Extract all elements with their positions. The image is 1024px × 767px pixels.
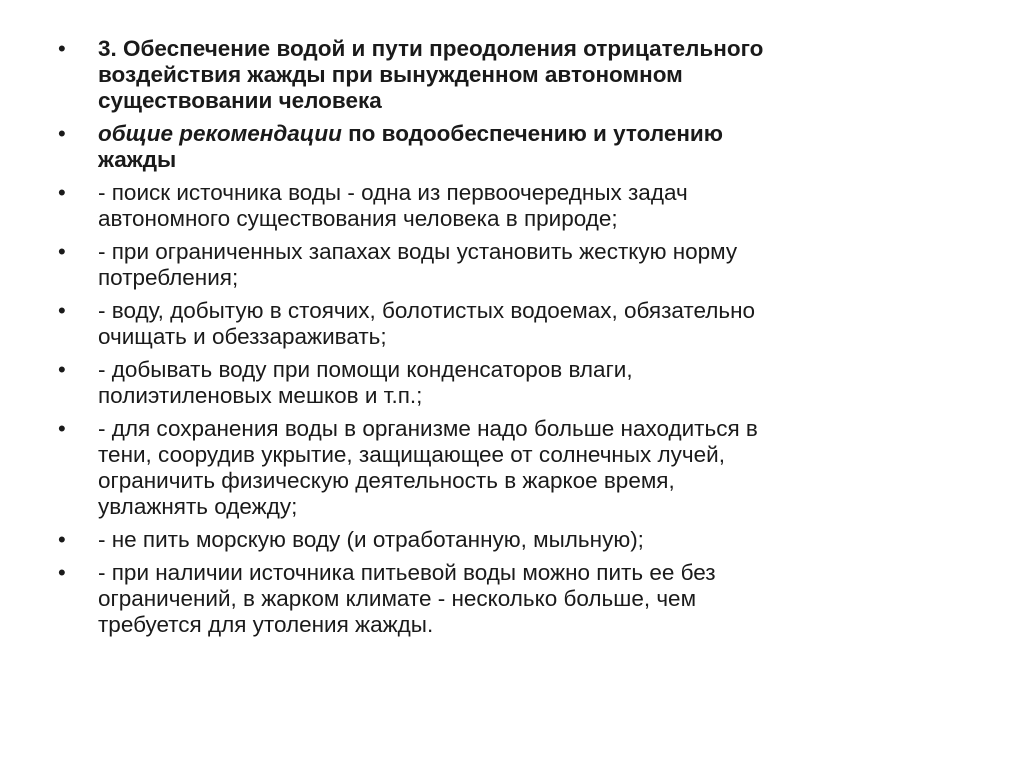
list-item [58, 416, 958, 520]
list-item [58, 180, 958, 232]
bullet-icon: • [58, 298, 66, 323]
recommendations-rest: по водообеспечению и утолению жажды [98, 121, 723, 172]
list-item-text: - при ограниченных запахах воды установить жесткую норму потребления; [98, 239, 738, 290]
list-item [58, 560, 958, 638]
list-item [58, 527, 958, 553]
bullet-icon: • [58, 239, 66, 264]
list-item-text: - не пить морскую воду (и отработанную, мыльную); [98, 527, 644, 552]
bullet-icon: • [58, 357, 66, 382]
list-item-text: - при наличии источника питьевой воды можно пить ее без ограничений, в жарком климате - несколько больше, чем требуется для утоления жажды. [98, 560, 716, 637]
list-item [58, 298, 958, 350]
list-item-text: - воду, добытую в стоячих, болотистых водоемах, обязательно очищать и обеззараживать; [98, 298, 756, 349]
list-item [58, 36, 958, 114]
list-item-text: - добывать воду при помощи конденсаторов влаги, полиэтиленовых мешков и т.п.; [98, 357, 633, 408]
bullet-icon: • [58, 180, 66, 205]
list-item [58, 357, 958, 409]
bullet-icon: • [58, 416, 66, 441]
section-heading: 3. Обеспечение водой и пути преодоления отрицательного воздействия жажды при вынужденном автономном существовании человека [98, 36, 764, 113]
list-item-text: - для сохранения воды в организме надо больше находиться в тени, соорудив укрытие, защищающее от солнечных лучей, ограничить физическую деятельность в жаркое время, увлажнять одежду; [98, 416, 758, 519]
recommendations-heading [98, 121, 958, 173]
bullet-icon: • [58, 36, 66, 61]
bullet-icon: • [58, 560, 66, 585]
list-item [58, 121, 958, 173]
bullet-icon: • [58, 527, 66, 552]
list-item [58, 239, 958, 291]
bullet-list [58, 36, 958, 645]
bullet-icon: • [58, 121, 66, 146]
recommendations-emphasis: общие рекомендации [98, 121, 342, 146]
list-item-text: - поиск источника воды - одна из первоочередных задач автономного существования человека в природе; [98, 180, 688, 231]
